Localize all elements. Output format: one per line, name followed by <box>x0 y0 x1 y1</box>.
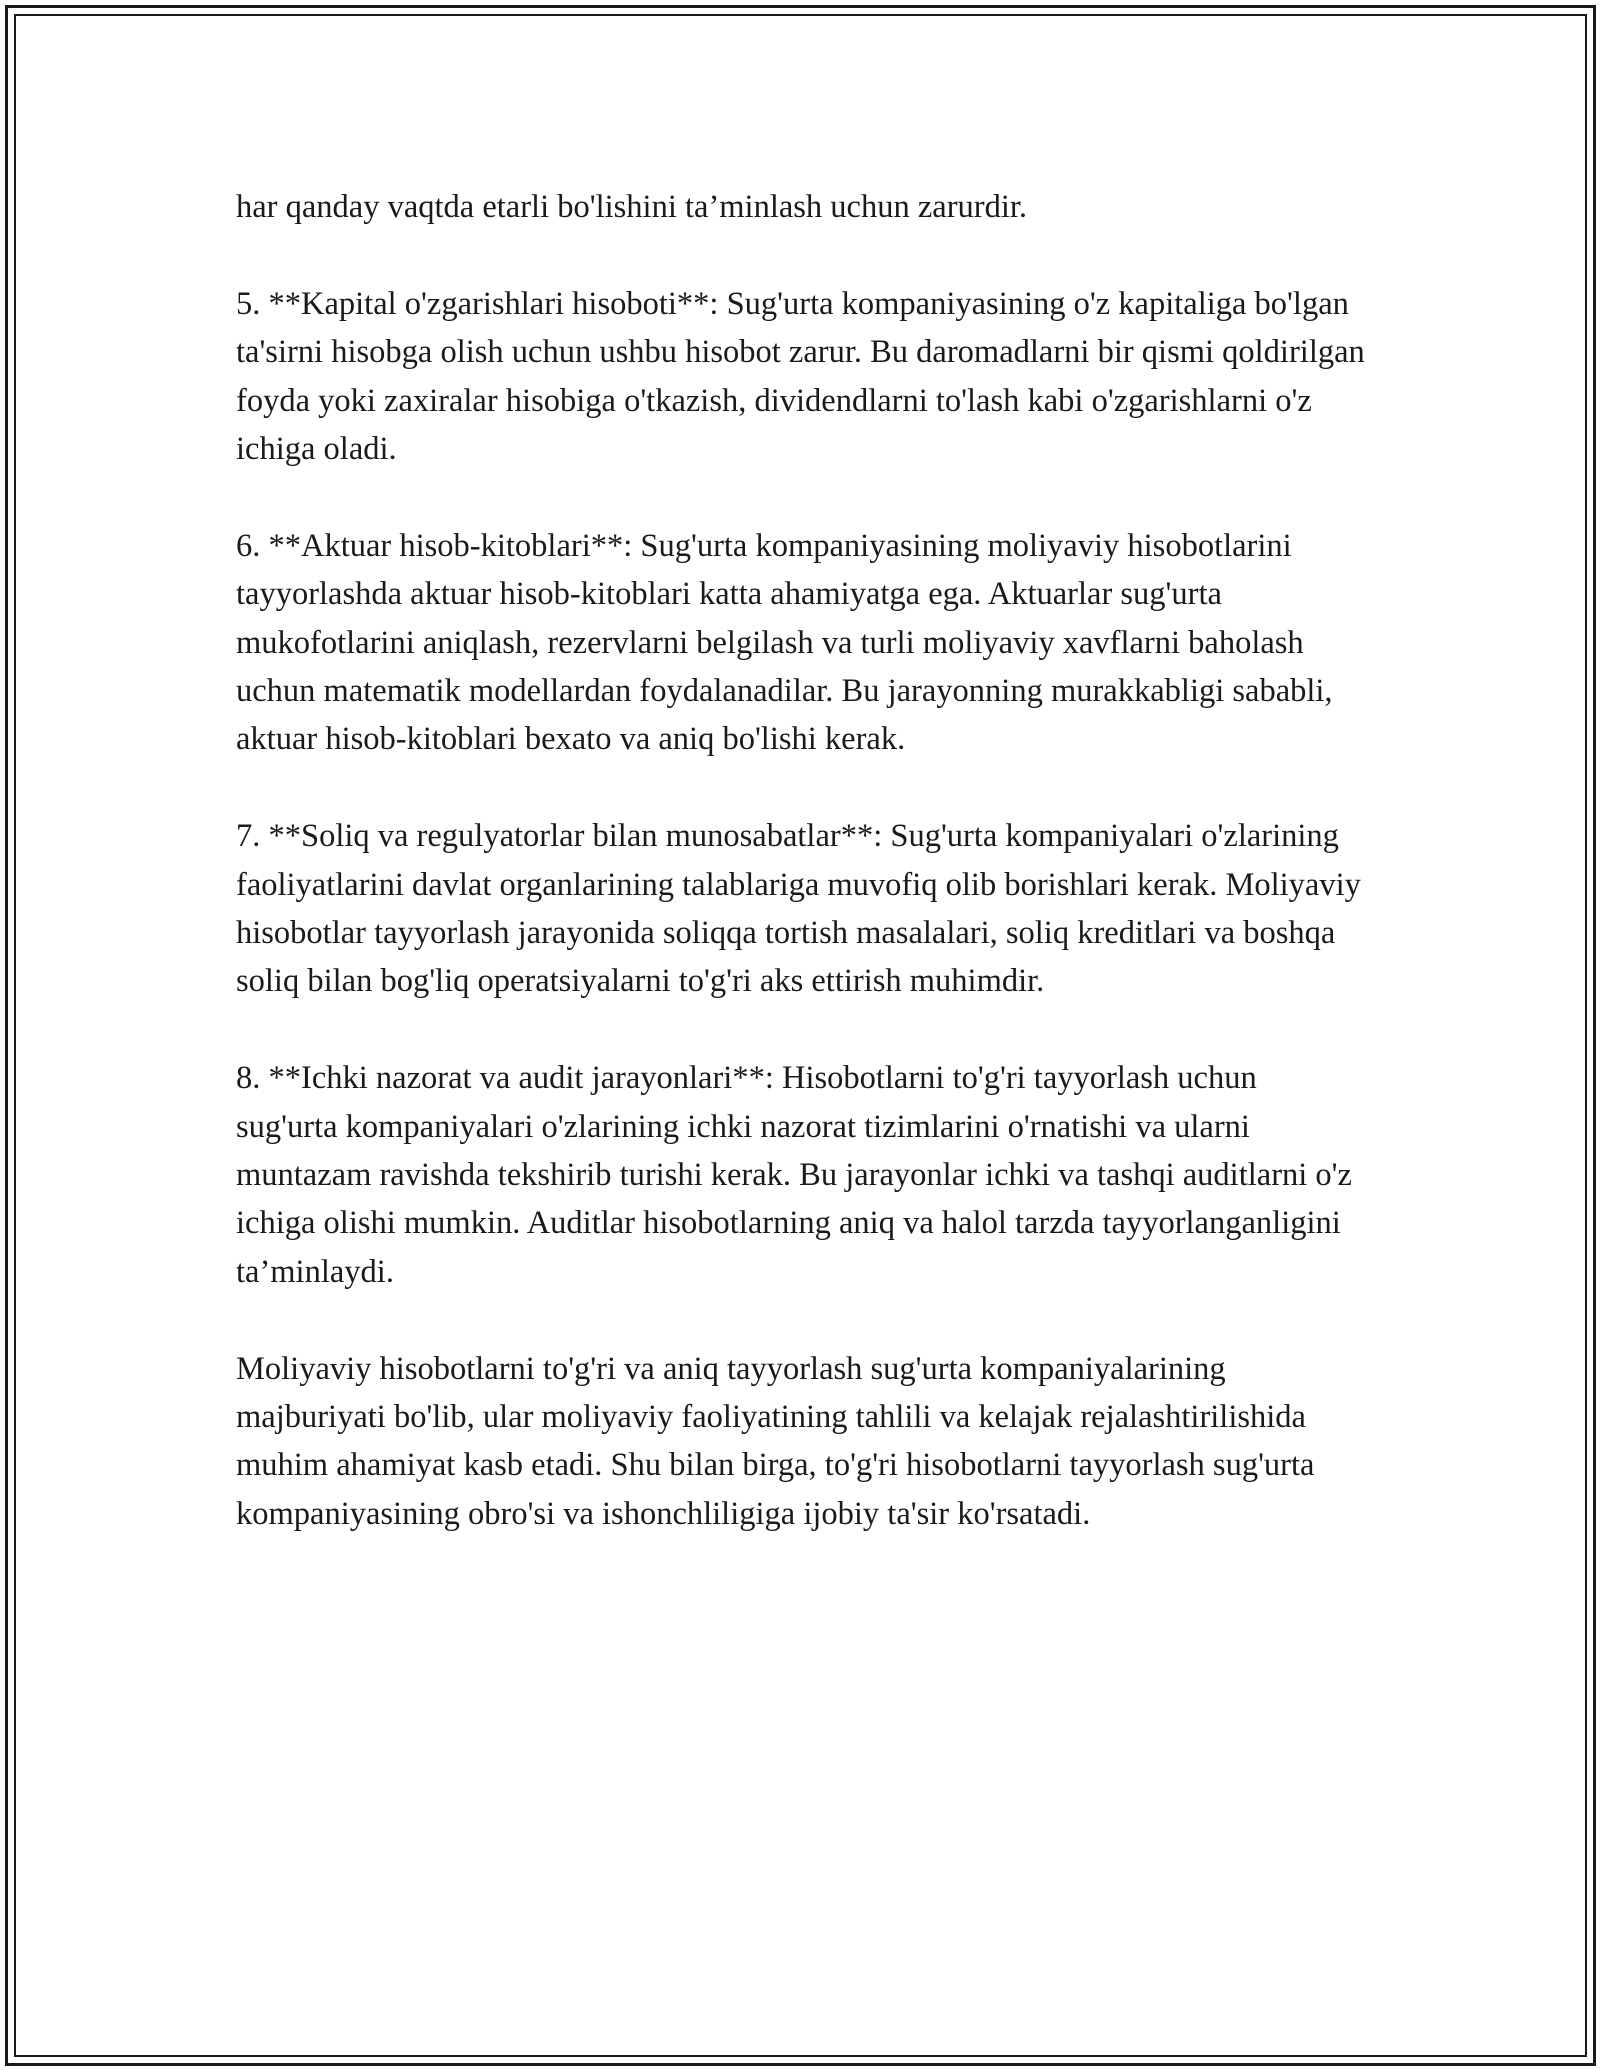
paragraph-item-8: 8. **Ichki nazorat va audit jarayonlari**: Hisobotlarni to'g'ri tayyorlash uchun sug'urta kompaniyalari o'zlarining ichki nazorat tizimlarini o'rnatishi va ularni muntazam ravishda tekshirib turishi kerak. Bu jarayonlar ichki va tashqi auditlarni o'z ichiga olishi mumkin. Auditlar hisobotlarning aniq va halol tarzda tayyorlanganligini ta’minlaydi. <box>236 1060 1352 1290</box>
paragraph-conclusion: Moliyaviy hisobotlarni to'g'ri va aniq tayyorlash sug'urta kompaniyalarining majburiyati bo'lib, ular moliyaviy faoliyatining tahlili va kelajak rejalashtirilishida muhim ahamiyat kasb etadi. Shu bilan birga, to'g'ri hisobotlarni tayyorlash sug'urta kompaniyasining obro'si va ishonchliligiga ijobiy ta'sir ko'rsatadi. <box>236 1350 1315 1532</box>
paragraph-continuation: har qanday vaqtda etarli bo'lishini ta’minlash uchun zarurdir. <box>236 189 1028 225</box>
paragraph-item-5: 5. **Kapital o'zgarishlari hisoboti**: Sug'urta kompaniyasining o'z kapitaliga bo'lgan ta'sirni hisobga olish uchun ushbu hisobot zarur. Bu daromadlarni bir qismi qoldirilgan foyda yoki zaxiralar hisobiga o'tkazish, dividendlarni to'lash kabi o'zgarishlarni o'z ichiga oladi. <box>236 285 1365 468</box>
paragraph-item-6: 6. **Aktuar hisob-kitoblari**: Sug'urta kompaniyasining moliyaviy hisobotlarini tayyorlashda aktuar hisob-kitoblari katta ahamiyatga ega. Aktuarlar sug'urta mukofotlarini aniqlash, rezervlarni belgilash va turli moliyaviy xavflarni baholash uchun matematik modellardan foydalanadilar. Bu jarayonning murakkabligi sababli, aktuar hisob-kitoblari bexato va aniq bo'lishi kerak. <box>236 527 1333 758</box>
document-body <box>236 183 1366 1538</box>
paragraph-item-7: 7. **Soliq va regulyatorlar bilan munosabatlar**: Sug'urta kompaniyalari o'zlarining faoliyatlarini davlat organlarining talablariga muvofiq olib borishlari kerak. Moliyaviy hisobotlar tayyorlash jarayonida soliqqa tortish masalalari, soliq kreditlari va boshqa soliq bilan bog'liq operatsiyalarni to'g'ri aks ettirish muhimdir. <box>236 818 1361 1000</box>
